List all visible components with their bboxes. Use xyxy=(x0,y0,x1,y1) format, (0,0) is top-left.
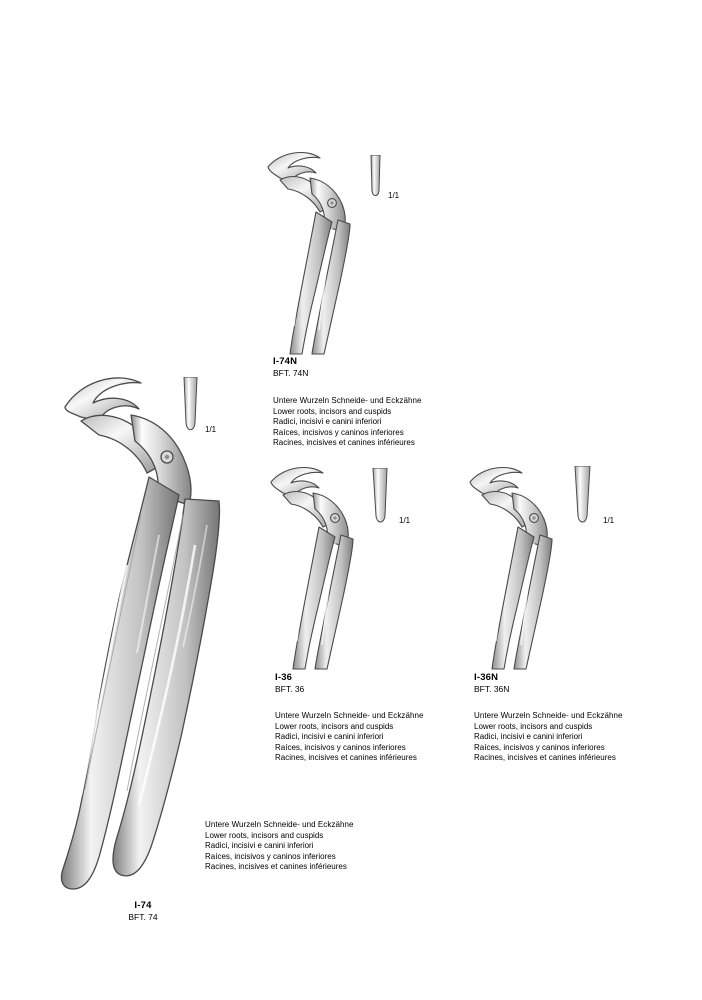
desc-de: Untere Wurzeln Schneide- und Eckzähne xyxy=(275,711,424,720)
scale-label-i-36: 1/1 xyxy=(399,516,411,525)
forceps-illustration-i-36n xyxy=(452,455,572,670)
scale-label-i-74n: 1/1 xyxy=(388,191,400,200)
product-i-74 xyxy=(113,900,173,923)
product-description-i-74 xyxy=(205,820,353,873)
product-description-i-74n xyxy=(273,396,421,449)
product-description-i-36 xyxy=(275,711,423,764)
product-i-36 xyxy=(275,672,423,764)
scale-label-i-36n: 1/1 xyxy=(603,516,615,525)
desc-en: Lower roots, incisors and cuspids xyxy=(474,721,593,731)
tip-profile-i-74 xyxy=(178,377,204,439)
product-code-i-36n: I-36N xyxy=(474,672,499,683)
product-code-i-74n: I-74N xyxy=(273,356,298,367)
desc-de: Untere Wurzeln Schneide- und Eckzähne xyxy=(474,711,623,720)
desc-es: Raíces, incisivos y caninos inferiores xyxy=(273,427,404,437)
product-ref-i-74n: BFT. 74N xyxy=(273,368,309,378)
product-ref-i-36: BFT. 36 xyxy=(275,684,305,694)
desc-fr: Racines, incisives et canines inférieures xyxy=(273,438,415,448)
product-ref-i-74: BFT. 74 xyxy=(128,912,158,922)
forceps-illustration-i-74 xyxy=(55,365,235,895)
product-i-74n xyxy=(273,356,421,449)
tip-profile-i-36 xyxy=(368,468,394,530)
forceps-illustration-i-36 xyxy=(253,455,373,670)
product-code-i-36: I-36 xyxy=(275,672,293,683)
desc-de: Untere Wurzeln Schneide- und Eckzähne xyxy=(273,396,422,405)
desc-en: Lower roots, incisors and cuspids xyxy=(273,406,392,416)
desc-es: Raíces, incisivos y caninos inferiores xyxy=(275,742,406,752)
desc-it: Radici, incisivi e canini inferiori xyxy=(205,841,314,851)
product-ref-i-36n: BFT. 36N xyxy=(474,684,510,694)
desc-it: Radici, incisivi e canini inferiori xyxy=(474,732,583,742)
desc-it: Radici, incisivi e canini inferiori xyxy=(275,732,384,742)
desc-de: Untere Wurzeln Schneide- und Eckzähne xyxy=(205,820,354,829)
desc-fr: Racines, incisives et canines inférieures xyxy=(205,862,347,872)
product-code-i-74: I-74 xyxy=(134,900,152,911)
desc-fr: Racines, incisives et canines inférieures xyxy=(275,753,417,763)
desc-en: Lower roots, incisors and cuspids xyxy=(275,721,394,731)
product-i-36n xyxy=(474,672,622,764)
desc-en: Lower roots, incisors and cuspids xyxy=(205,830,324,840)
forceps-illustration-i-74n xyxy=(250,140,370,355)
desc-es: Raíces, incisivos y caninos inferiores xyxy=(474,742,605,752)
scale-label-i-74: 1/1 xyxy=(205,425,217,434)
desc-es: Raíces, incisivos y caninos inferiores xyxy=(205,851,336,861)
desc-fr: Racines, incisives et canines inférieures xyxy=(474,753,616,763)
tip-profile-i-74n xyxy=(365,155,387,203)
tip-profile-i-36n xyxy=(570,466,596,530)
product-description-i-36n xyxy=(474,711,622,764)
desc-it: Radici, incisivi e canini inferiori xyxy=(273,417,382,427)
